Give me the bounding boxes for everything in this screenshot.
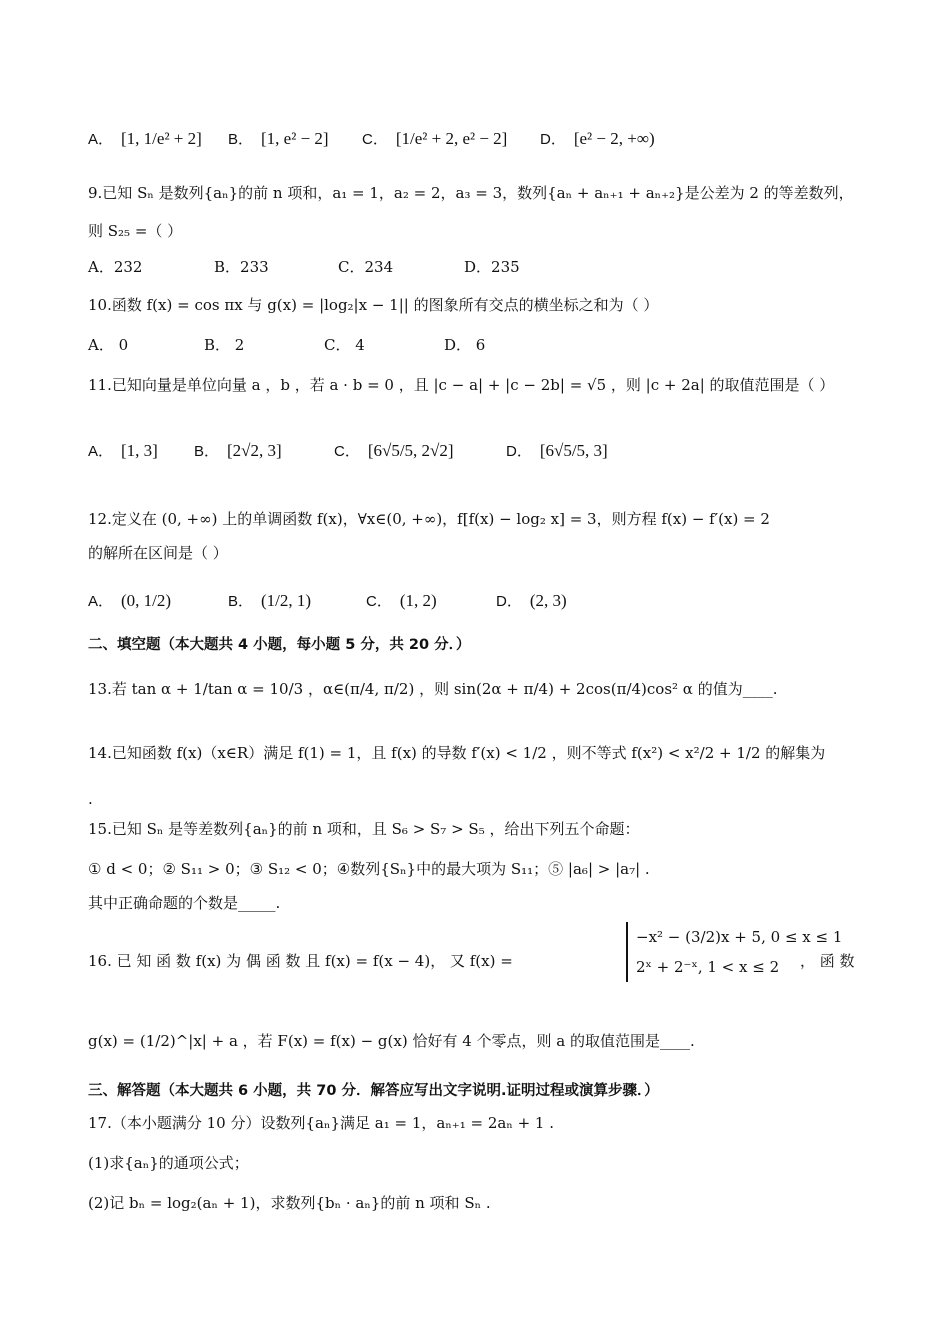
q12-stem-2: 的解所在区间是（ ） [88,544,228,562]
q8-option-b: B． [1, e² − 2] [228,129,329,148]
q17-part-2: (2)记 bₙ = log₂(aₙ + 1)，求数列{bₙ · aₙ}的前 n 项和 Sₙ . [88,1194,491,1212]
q12-option-d: D． (2, 3) [496,591,567,610]
q17-part-1: (1)求{aₙ}的通项公式； [88,1154,249,1172]
q10-option-c: C． 4 [324,336,365,354]
q9-option-c: C．234 [338,258,394,276]
q11-stem: 11.已知向量是单位向量 a ，b ，若 a · b = 0 ，且 |c − a| + |c − 2b| = √5 ，则 |c + 2a| 的取值范围是（ ） [88,376,835,394]
q9-option-b: B．233 [214,258,269,276]
q9-option-d: D．235 [464,258,520,276]
q16-case-2: 2ˣ + 2⁻ˣ, 1 < x ≤ 2 [636,958,780,976]
q12-option-b: B． (1/2, 1) [228,591,312,610]
q16-tail: ， 函 数 [800,952,855,970]
q16-stem: 16. 已 知 函 数 f(x) 为 偶 函 数 且 f(x) = f(x − 4)， 又 f(x) = [88,952,513,970]
q8-option-a: A． [1, 1/e² + 2] [88,129,202,148]
q12-option-a: A． (0, 1/2) [88,591,172,610]
q9-stem: 9.已知 Sₙ 是数列{aₙ}的前 n 项和，a₁ = 1，a₂ = 2，a₃ = 3，数列{aₙ + aₙ₊₁ + aₙ₊₂}是公差为 2 的等差数列， [88,184,854,202]
q11-option-b: B． [2√2, 3] [194,441,282,460]
q8-option-d: D． [e² − 2, +∞) [540,129,655,148]
q14-stem: 14.已知函数 f(x)（x∈R）满足 f(1) = 1，且 f(x) 的导数 f′(x) < 1/2 ，则不等式 f(x²) < x²/2 + 1/2 的解集为 [88,744,826,762]
q11-option-d: D． [6√5/5, 3] [506,441,608,460]
q15-stem: 15.已知 Sₙ 是等差数列{aₙ}的前 n 项和，且 S₆ > S₇ > S₅ ，给出下列五个命题： [88,820,640,838]
q15-propositions: ① d < 0；② S₁₁ > 0；③ S₁₂ < 0；④数列{Sₙ}中的最大项为 S₁₁；⑤ |a₆| > |a₇| . [88,860,650,878]
section-2-heading: 二、填空题（本大题共 4 小题，每小题 5 分，共 20 分．） [88,637,471,653]
q10-option-a: A． 0 [88,336,129,354]
q9-stem-2: 则 S₂₅ =（ ） [88,222,183,240]
q10-stem: 10.函数 f(x) = cos πx 与 g(x) = |log₂|x − 1|| 的图象所有交点的横坐标之和为（ ） [88,296,659,314]
q12-option-c: C． (1, 2) [366,591,437,610]
q11-option-a: A． [1, 3] [88,441,158,460]
q10-option-b: B． 2 [204,336,245,354]
q11-option-c: C． [6√5/5, 2√2] [334,441,454,460]
q14-stem-2: . [88,790,93,808]
q16-stem-2: g(x) = (1/2)^|x| + a ，若 F(x) = f(x) − g(x) 恰好有 4 个零点，则 a 的取值范围是____. [88,1032,695,1050]
q13-stem: 13.若 tan α + 1/tan α = 10/3 ，α∈(π/4, π/2) ，则 sin(2α + π/4) + 2cos(π/4)cos² α 的值为____. [88,680,778,698]
q12-stem: 12.定义在 (0, +∞) 上的单调函数 f(x)，∀x∈(0, +∞)，f[f(x) − log₂ x] = 3，则方程 f(x) − f′(x) = 2 [88,510,770,528]
q17-stem: 17.（本小题满分 10 分）设数列{aₙ}满足 a₁ = 1，aₙ₊₁ = 2aₙ + 1 . [88,1114,554,1132]
q16-case-1: −x² − (3/2)x + 5, 0 ≤ x ≤ 1 [636,928,843,946]
q10-option-d: D． 6 [444,336,486,354]
section-3-heading: 三、解答题（本大题共 6 小题，共 70 分．解答应写出文字说明.证明过程或演算步骤．） [88,1083,659,1099]
q8-option-c: C． [1/e² + 2, e² − 2] [362,129,508,148]
q9-option-a: A．232 [88,258,143,276]
q15-question: 其中正确命题的个数是_____. [88,894,281,912]
